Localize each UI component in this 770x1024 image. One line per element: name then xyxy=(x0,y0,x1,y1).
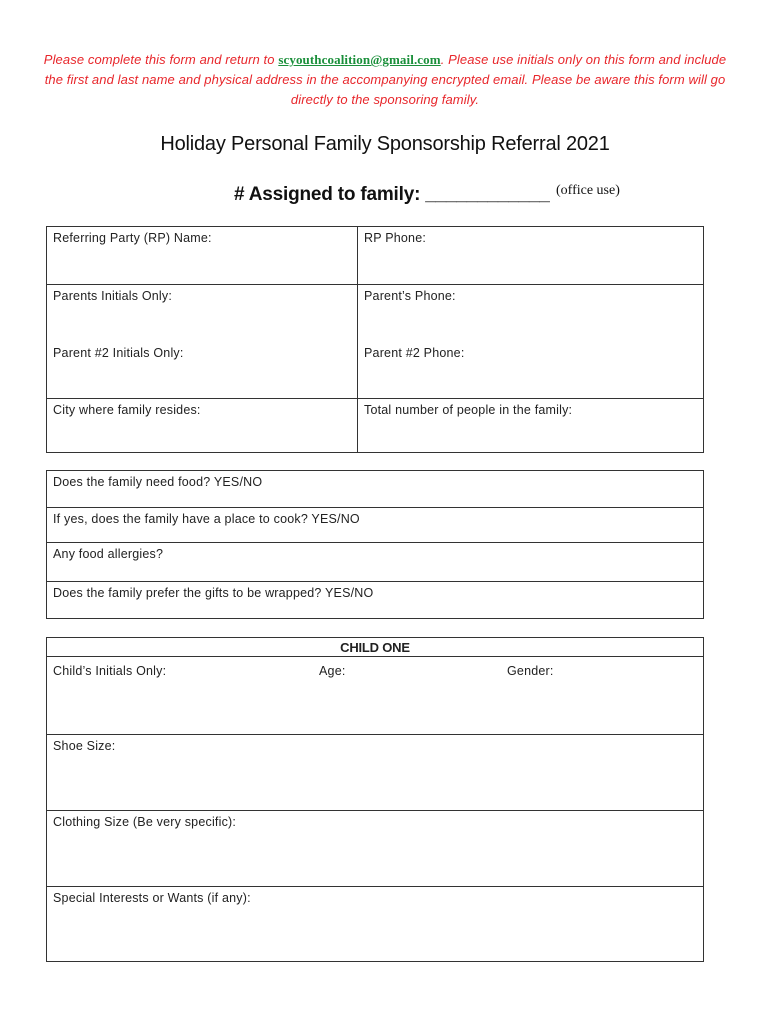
city-field[interactable]: City where family resides: xyxy=(47,399,358,453)
special-interests-field[interactable]: Special Interests or Wants (if any): xyxy=(47,887,704,962)
total-people-field[interactable]: Total number of people in the family: xyxy=(358,399,704,453)
food-gifts-table xyxy=(46,470,704,619)
form-title: Holiday Personal Family Sponsorship Referral 2021 xyxy=(160,133,610,155)
notice-text-end: . Please use initials only on this form and include the first and last name and physical address in the accompanying encrypted email. Please be aware this form will go directly to the sponsoring family. xyxy=(44,52,727,107)
child-gender-label: Gender: xyxy=(507,664,554,678)
food-allergies-field[interactable]: Any food allergies? xyxy=(47,543,704,582)
shoe-size-field[interactable]: Shoe Size: xyxy=(47,735,704,811)
instructions-notice xyxy=(40,50,730,110)
notice-text-start: Please complete this form and return to xyxy=(43,52,279,67)
child-one-heading: CHILD ONE xyxy=(47,638,703,657)
child-initials-row[interactable] xyxy=(47,638,704,735)
parent2-phone-field[interactable]: Parent #2 Phone: xyxy=(358,342,704,399)
child-one-table xyxy=(46,637,704,962)
contact-email-link[interactable]: scyouthcoalition@gmail.com xyxy=(278,52,441,67)
rp-name-field[interactable]: Referring Party (RP) Name: xyxy=(47,227,358,285)
office-use-note: (office use) xyxy=(556,183,620,198)
child-age-label: Age: xyxy=(319,664,346,678)
parent2-initials-field[interactable]: Parent #2 Initials Only: xyxy=(47,342,358,399)
assigned-number-field[interactable]: # Assigned to family: ____________ xyxy=(234,184,550,205)
place-to-cook-field[interactable]: If yes, does the family have a place to cook? YES/NO xyxy=(47,508,704,543)
child-initials-label: Child’s Initials Only: xyxy=(53,664,167,678)
parents-initials-field[interactable]: Parents Initials Only: xyxy=(47,285,358,342)
rp-phone-field[interactable]: RP Phone: xyxy=(358,227,704,285)
clothing-size-field[interactable]: Clothing Size (Be very specific): xyxy=(47,811,704,887)
need-food-field[interactable]: Does the family need food? YES/NO xyxy=(47,471,704,508)
gifts-wrapped-field[interactable]: Does the family prefer the gifts to be wrapped? YES/NO xyxy=(47,582,704,619)
parent-phone-field[interactable]: Parent’s Phone: xyxy=(358,285,704,342)
family-info-table xyxy=(46,226,704,453)
